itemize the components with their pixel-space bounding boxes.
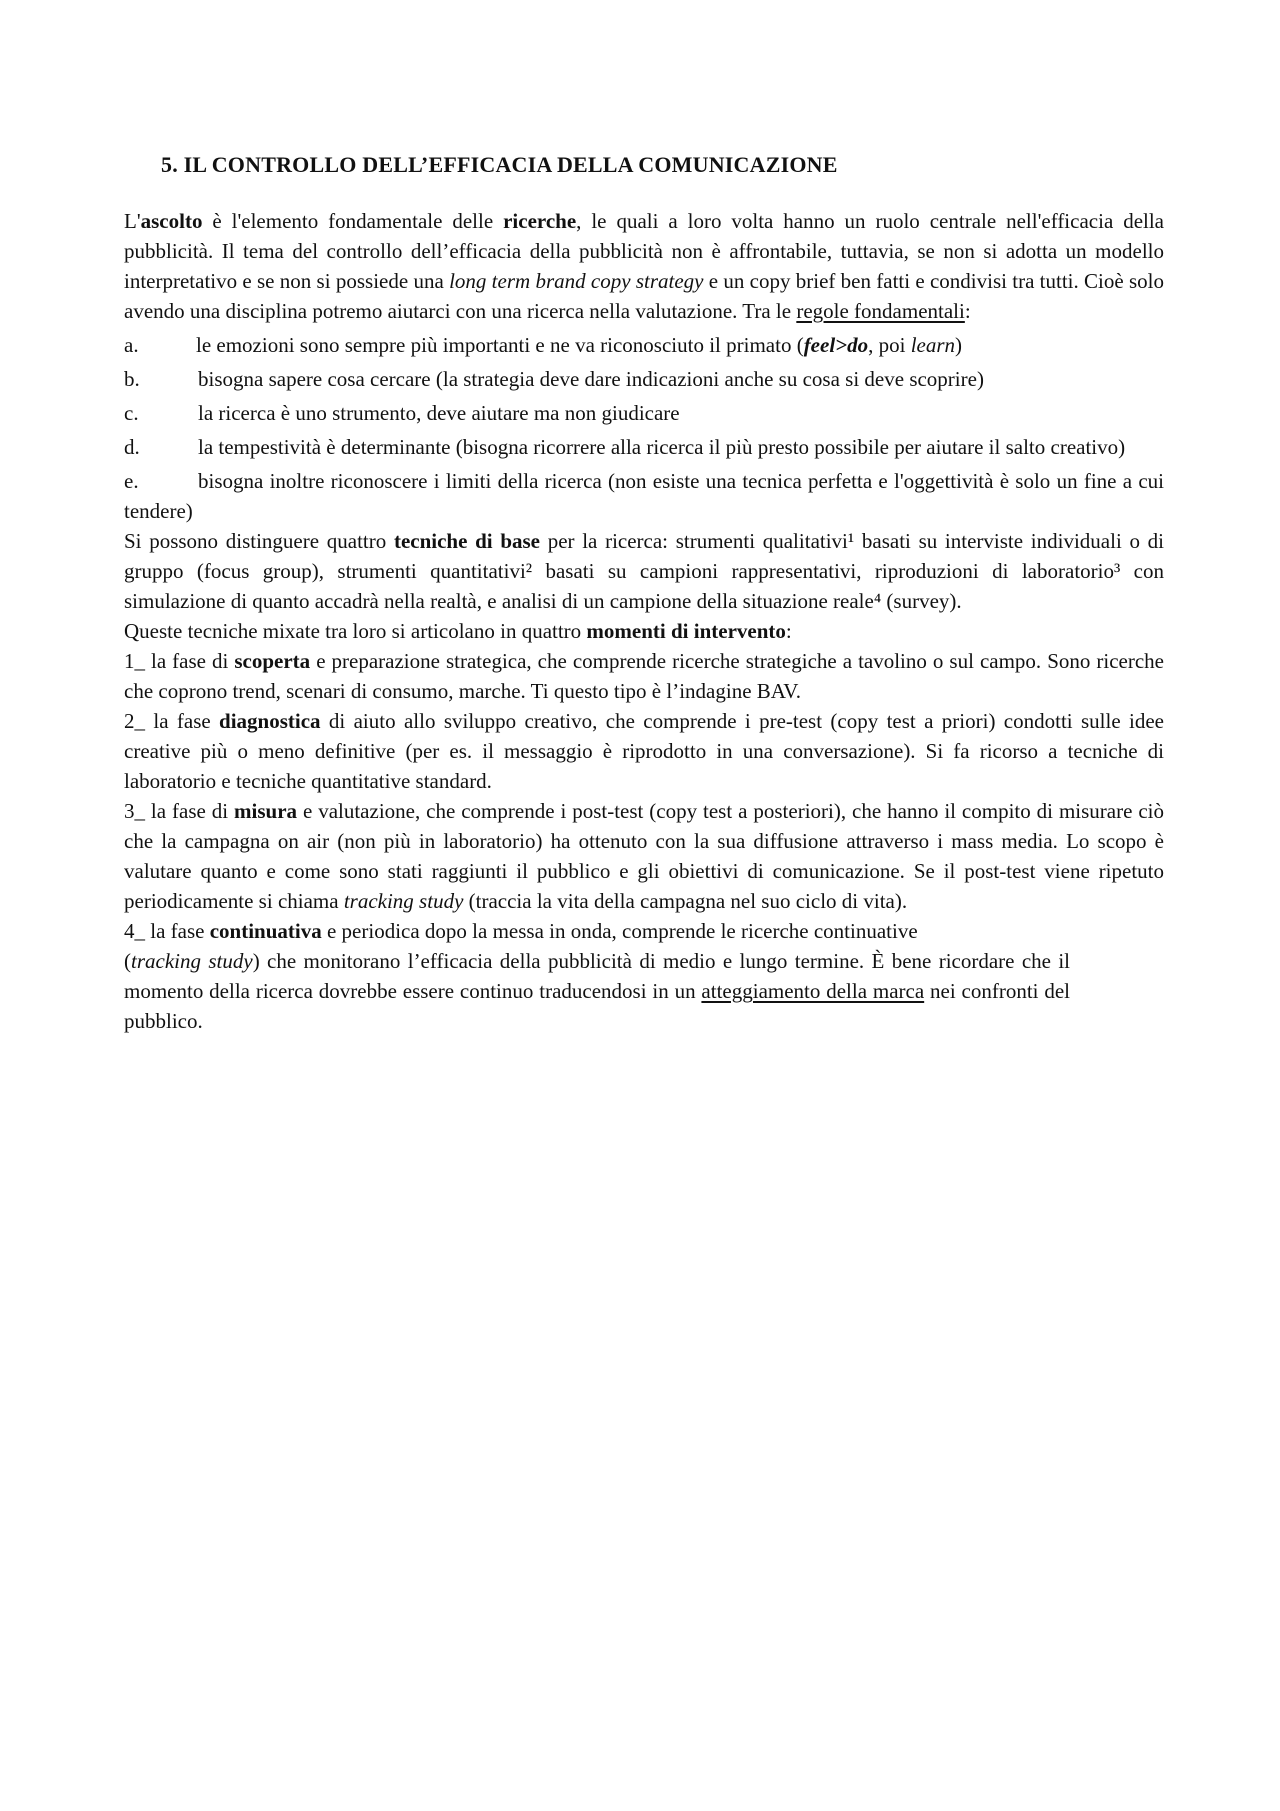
moments-paragraph bbox=[124, 616, 1164, 646]
intro-italic: long term brand copy strategy bbox=[449, 269, 704, 293]
techniques-text: per la ricerca: strumenti qualitativi¹ basati su interviste individuali o di gruppo (focus group), strumenti quantitativi² basati su campioni rappresentativi, riproduzioni di laboratorio³ con simulazione di quanto accadrà nella realtà, e analisi di un campione della situazione reale⁴ (survey). bbox=[124, 529, 1165, 613]
phase-italic: tracking study bbox=[131, 949, 253, 973]
phase-bold: scoperta bbox=[234, 649, 311, 673]
section-title: 5. IL CONTROLLO DELL’EFFICACIA DELLA COMUNICAZIONE bbox=[161, 152, 838, 177]
phase-text: e valutazione, che comprende i post-test (copy test a posteriori), che hanno il compito di misurare ciò che la campagna on air (non più in laboratorio) ha ottenuto con la sua diffusione attraverso i mass media. Lo scopo è valutare quanto e come sono stati raggiunti il pubblico e gli obiettivi di comunicazione. Se il post-test viene ripetuto periodicamente si chiama bbox=[124, 799, 1164, 913]
list-text: le emozioni sono sempre più importanti e ne va riconosciuto il primato ( bbox=[196, 333, 804, 357]
phase-text: 3_ la fase di bbox=[124, 799, 235, 823]
rules-list bbox=[124, 330, 1164, 526]
intro-bold: ascolto bbox=[140, 209, 203, 233]
list-text: , poi bbox=[868, 333, 911, 357]
phase-italic: tracking study bbox=[343, 889, 464, 913]
phase-text: 2_ la fase bbox=[124, 709, 220, 733]
moments-text: Queste tecniche mixate tra loro si articolano in quattro bbox=[124, 619, 587, 643]
list-item bbox=[124, 466, 1164, 526]
list-item bbox=[124, 398, 1164, 428]
intro-text: e un copy brief ben fatti e condivisi tra tutti. Cioè solo avendo una disciplina potremo aiutarci con una ricerca nella valutazione. Tra le bbox=[124, 269, 1164, 323]
list-item bbox=[124, 364, 1164, 394]
intro-text: L' bbox=[124, 209, 141, 233]
phase-2-paragraph bbox=[124, 706, 1164, 796]
list-marker: e. bbox=[124, 469, 139, 493]
moments-bold: momenti di intervento bbox=[586, 619, 786, 643]
phase-4-paragraph bbox=[124, 916, 1164, 946]
intro-text: : bbox=[964, 299, 971, 323]
list-text: bisogna inoltre riconoscere i limiti della ricerca (non esiste una tecnica perfetta e l'oggettività è solo un fine a cui tendere) bbox=[124, 469, 1164, 523]
phase-4-continuation bbox=[124, 946, 1070, 1036]
intro-text: è l'elemento fondamentale delle bbox=[202, 209, 504, 233]
phase-bold: diagnostica bbox=[219, 709, 321, 733]
list-text: ) bbox=[955, 333, 963, 357]
phase-text: 1_ la fase di bbox=[124, 649, 235, 673]
techniques-bold: tecniche di base bbox=[393, 529, 541, 553]
intro-paragraph bbox=[124, 206, 1164, 326]
phase-text: di aiuto allo sviluppo creativo, che comprende i pre-test (copy test a priori) condotti sulle idee creative più o meno definitive (per es. il messaggio è riprodotto in una conversazione). Si fa ricorso a tecniche di laboratorio e tecniche quantitative standard. bbox=[124, 709, 1164, 793]
list-bold-italic: feel>do bbox=[803, 333, 869, 357]
phase-underline: atteggiamento della marca bbox=[701, 979, 925, 1003]
phase-text: 4_ la fase bbox=[124, 919, 210, 943]
techniques-paragraph bbox=[124, 526, 1164, 616]
list-text: bisogna sapere cosa cercare (la strategia deve dare indicazioni anche su cosa si deve scoprire) bbox=[198, 367, 984, 391]
intro-bold: ricerche bbox=[503, 209, 577, 233]
phase-text: e preparazione strategica, che comprende ricerche strategiche a tavolino o sul campo. Sono ricerche che coprono trend, scenari di consumo, marche. Ti questo tipo è l’indagine BAV. bbox=[124, 649, 1164, 703]
phase-text: ( bbox=[124, 949, 131, 973]
list-text: la tempestività è determinante (bisogna ricorrere alla ricerca il più presto possibile per aiutare il salto creativo) bbox=[198, 435, 1126, 459]
phase-bold: misura bbox=[234, 799, 298, 823]
list-marker: c. bbox=[124, 401, 139, 425]
techniques-text: Si possono distinguere quattro bbox=[124, 529, 394, 553]
list-marker: a. bbox=[124, 333, 139, 357]
list-item bbox=[124, 432, 1164, 462]
moments-text: : bbox=[785, 619, 792, 643]
list-item bbox=[124, 330, 1164, 360]
phase-text: (traccia la vita della campagna nel suo ciclo di vita). bbox=[463, 889, 908, 913]
list-italic: learn bbox=[910, 333, 956, 357]
phase-3-paragraph bbox=[124, 796, 1164, 916]
intro-text: , le quali a loro volta hanno un ruolo centrale nell'efficacia della pubblicità. Il tema del controllo dell’efficacia della pubblicità non è affrontabile, tuttavia, se non si adotta un modello interpretativo e se non si possiede una bbox=[124, 209, 1164, 293]
list-text: la ricerca è uno strumento, deve aiutare ma non giudicare bbox=[198, 401, 680, 425]
document-page bbox=[124, 150, 1164, 1036]
intro-underline: regole fondamentali bbox=[796, 299, 965, 323]
phase-text: e periodica dopo la messa in onda, comprende le ricerche continuative bbox=[321, 919, 918, 943]
list-marker: d. bbox=[124, 435, 140, 459]
phase-bold: continuativa bbox=[209, 919, 322, 943]
phase-text: nei confronti del pubblico. bbox=[124, 979, 1070, 1033]
phase-text: ) che monitorano l’efficacia della pubblicità di medio e lungo termine. È bene ricordare che il momento della ricerca dovrebbe essere continuo traducendosi in un bbox=[124, 949, 1071, 1003]
list-marker: b. bbox=[124, 367, 140, 391]
phase-1-paragraph bbox=[124, 646, 1164, 706]
